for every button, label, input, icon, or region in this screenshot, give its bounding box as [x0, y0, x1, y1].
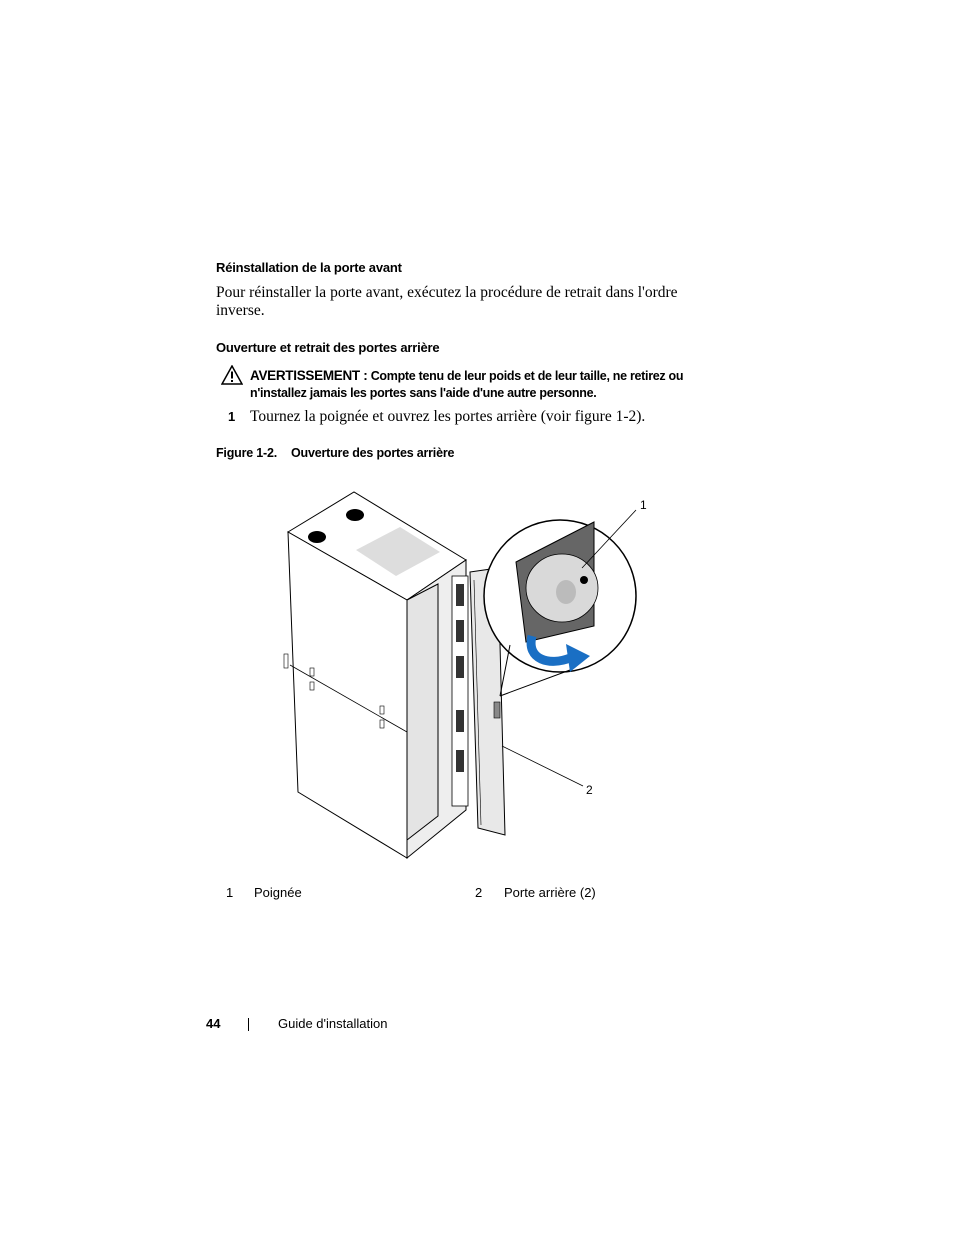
callout-2: 2: [586, 783, 593, 797]
legend-label-1: Poignée: [254, 885, 302, 900]
rack-top-hole: [308, 531, 326, 543]
warning-label: AVERTISSEMENT :: [250, 368, 368, 383]
door-handle: [494, 702, 500, 718]
warning-note: [250, 367, 700, 402]
rack-top-hole: [346, 509, 364, 521]
paragraph-front-door: Pour réinstaller la porte avant, exécutez la procédure de retrait dans l'ordre inverse.: [216, 284, 678, 319]
legend-label-2: Porte arrière (2): [504, 885, 596, 900]
callout-1: 1: [640, 498, 647, 512]
rack-rear-doors-illustration: [270, 480, 670, 865]
footer-separator: [248, 1018, 249, 1031]
figure-number: Figure 1-2.: [216, 446, 278, 460]
figure-caption: [216, 446, 454, 460]
warning-triangle-icon: [221, 365, 243, 385]
section-heading-rear-doors: Ouverture et retrait des portes arrière: [216, 340, 440, 355]
legend-number-2: 2: [475, 885, 483, 900]
rear-door-left: [407, 584, 438, 840]
page-number: 44: [206, 1016, 221, 1031]
figure-title: Ouverture des portes arrière: [291, 446, 455, 460]
warning-text: Compte tenu de leur poids et de leur taille, ne retirez ou n'installez jamais les portes sans l'aide d'une autre personne.: [250, 369, 684, 400]
step-text: Tournez la poignée et ouvrez les portes arrière (voir figure 1-2).: [250, 408, 646, 425]
legend-number-1: 1: [226, 885, 234, 900]
step-number: 1: [228, 409, 236, 424]
section-heading-front-door: Réinstallation de la porte avant: [216, 260, 402, 275]
footer-title: Guide d'installation: [278, 1016, 388, 1031]
